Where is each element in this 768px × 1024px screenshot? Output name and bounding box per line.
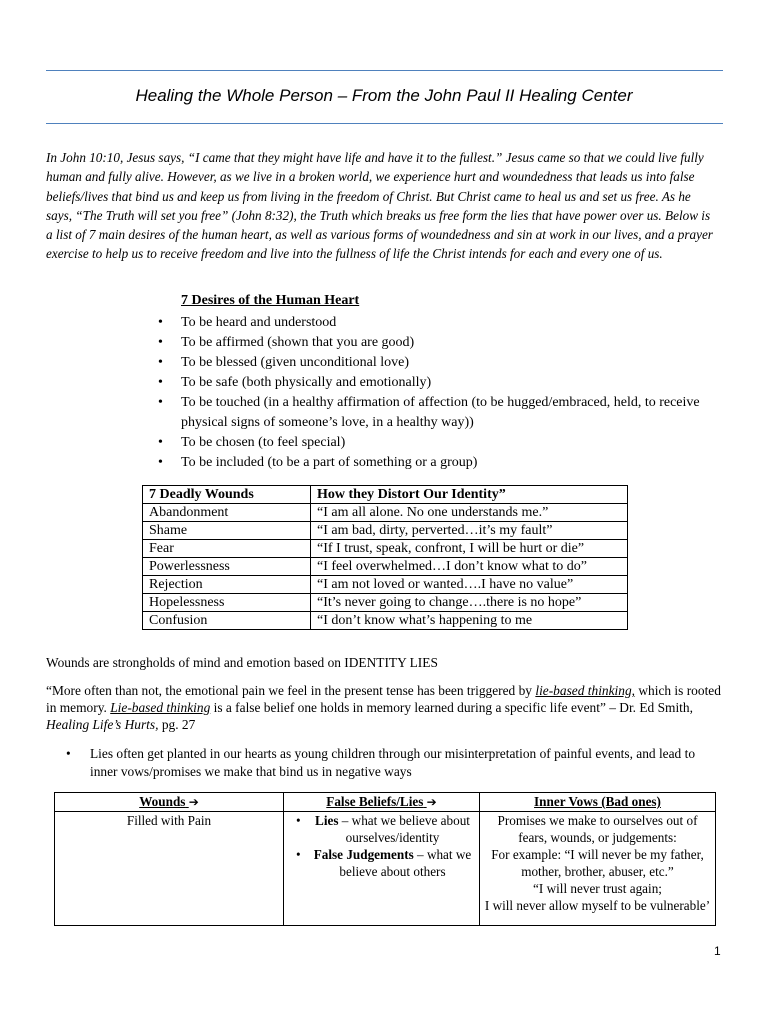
column-header-wounds — [55, 793, 284, 812]
desire-item: • To be included (to be a part of something or a group) — [156, 453, 716, 473]
wound-name: Hopelessness — [143, 594, 311, 612]
page-title: Healing the Whole Person – From the John Paul II Healing Center — [135, 86, 633, 105]
deadly-wounds-table — [142, 485, 628, 630]
arrow-right-icon: ➔ — [426, 795, 437, 809]
column-header-label: False Beliefs/Lies — [326, 794, 424, 809]
lies-bullet: • Lies often get planted in our hearts as young children through our misinterpretation of painful events, and lead to inner vows/promises we make that bind us in negative ways — [64, 745, 724, 781]
table-row — [55, 812, 716, 926]
list-item — [288, 812, 475, 846]
table-row — [143, 558, 628, 576]
table-header-row — [55, 793, 716, 812]
vows-line: For example: “I will never be my father, mother, brother, abuser, etc.” — [491, 847, 704, 879]
quote-term: Lie-based thinking — [110, 700, 211, 715]
wound-distortion: “If I trust, speak, confront, I will be hurt or die” — [311, 540, 628, 558]
column-header: 7 Deadly Wounds — [143, 486, 311, 504]
wound-name: Confusion — [143, 612, 311, 630]
wound-name: Powerlessness — [143, 558, 311, 576]
lies-term: False Judgements — [313, 847, 414, 862]
table-row — [143, 594, 628, 612]
column-header-label: Inner Vows (Bad ones) — [534, 794, 661, 809]
lies-cell — [284, 812, 480, 926]
desire-item: • To be chosen (to feel special) — [156, 433, 716, 453]
desire-item: • To be blessed (given unconditional love) — [156, 353, 716, 373]
page-number: 1 — [714, 944, 721, 958]
wound-distortion: “I am bad, dirty, perverted…it’s my fault” — [311, 522, 628, 540]
title-rule — [46, 123, 723, 124]
wound-distortion: “I am not loved or wanted….I have no value” — [311, 576, 628, 594]
desire-item: • To be safe (both physically and emotionally) — [156, 373, 716, 393]
lies-definition: – what we believe about others — [339, 847, 472, 879]
quote-text: is a false belief one holds in memory learned during a specific life event” – Dr. Ed Smith, — [210, 700, 693, 715]
list-item — [288, 846, 475, 880]
quote-term: lie-based thinking, — [535, 683, 636, 698]
lies-list — [64, 745, 724, 781]
wound-name: Shame — [143, 522, 311, 540]
desire-item: • To be touched (in a healthy affirmation of affection (to be hugged/embraced, held, to receive physical signs of someone’s love, in a healthy way)) — [156, 393, 716, 433]
quote-text: pg. 27 — [158, 717, 196, 732]
lies-definition: – what we believe about ourselves/identity — [338, 813, 470, 845]
wound-distortion: “I am all alone. No one understands me.” — [311, 504, 628, 522]
wound-distortion: “It’s never going to change….there is no hope” — [311, 594, 628, 612]
desires-list — [156, 313, 716, 473]
desires-heading: 7 Desires of the Human Heart — [181, 293, 360, 308]
wound-name: Abandonment — [143, 504, 311, 522]
table-row — [143, 522, 628, 540]
desire-item: • To be affirmed (shown that you are good) — [156, 333, 716, 353]
table-row — [143, 612, 628, 630]
top-rule — [46, 70, 723, 71]
table-row — [143, 540, 628, 558]
wound-name: Rejection — [143, 576, 311, 594]
vows-line: Promises we make to ourselves out of fears, wounds, or judgements: — [497, 813, 698, 845]
wound-distortion: “I feel overwhelmed…I don’t know what to do” — [311, 558, 628, 576]
wounds-cell: Filled with Pain — [55, 812, 284, 926]
vows-line: “I will never trust again; — [533, 881, 662, 896]
lies-term: Lies — [315, 813, 339, 828]
book-title: Healing Life’s Hurts, — [46, 717, 159, 732]
desire-item: • To be heard and understood — [156, 313, 716, 333]
table-row — [143, 576, 628, 594]
arrow-right-icon: ➔ — [188, 795, 199, 809]
column-header: How they Distort Our Identity” — [311, 486, 628, 504]
vows-cell — [480, 812, 716, 926]
lies-cell-list — [288, 812, 475, 880]
wound-distortion: “I don’t know what’s happening to me — [311, 612, 628, 630]
column-header-label: Wounds — [139, 794, 186, 809]
intro-paragraph: In John 10:10, Jesus says, “I came that they might have life and have it to the fullest.” Jesus came so that we could live fully human and fully alive. However, as we live in a broken world, we experience hurt and woundedness that leads us into false beliefs/lives that bind us and keep us from living in the freedom of Christ. But Christ came to heal us and set us free. As he says, “The Truth will set you free” (John 8:32), the Truth which breaks us free form the lies that have power over us. Below is a list of 7 main desires of the human heart, as well as various forms of woundedness and sin at work in our lives, and a prayer exercise to help us to receive freedom and live into the fullness of life the Christ intends for each and every one of us. — [46, 150, 713, 262]
quote-text: “More often than not, the emotional pain we feel in the present tense has been triggered by — [46, 683, 536, 698]
table-header-row — [143, 486, 628, 504]
table-row — [143, 504, 628, 522]
strongholds-statement: Wounds are strongholds of mind and emotion based on IDENTITY LIES — [46, 655, 438, 670]
quote-text: which is rooted in memory. — [46, 683, 721, 715]
column-header-lies — [284, 793, 480, 812]
vows-line: I will never allow myself to be vulnerable’ — [484, 898, 711, 913]
column-header-vows — [480, 793, 716, 812]
ed-smith-quote — [46, 682, 722, 733]
wound-name: Fear — [143, 540, 311, 558]
wounds-lies-vows-table — [54, 792, 716, 926]
